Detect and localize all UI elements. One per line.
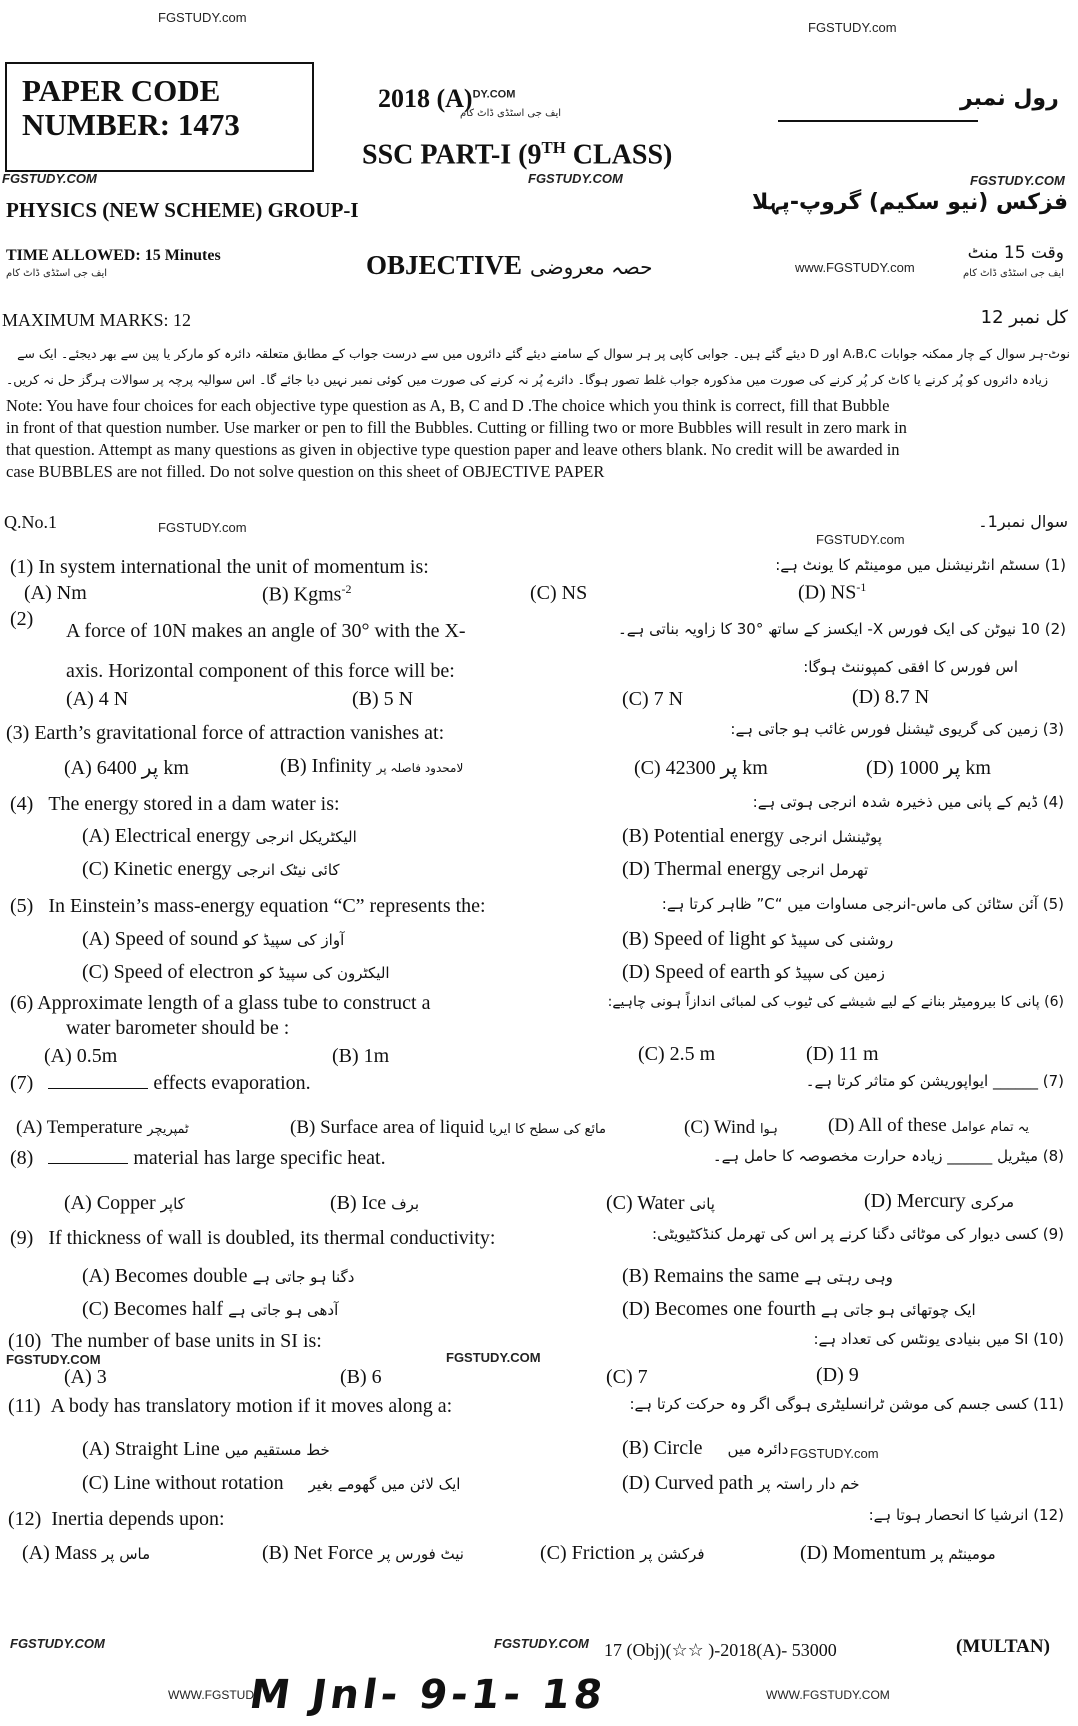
option-1c[interactable]: (C) NS xyxy=(530,582,588,604)
paper-code-number: NUMBER: 1473 xyxy=(22,107,240,142)
option-9c[interactable]: (C) Becomes half آدھی ہو جاتی ہے xyxy=(82,1298,339,1320)
option-5b[interactable]: (B) Speed of light روشنی کی سپیڈ کو xyxy=(622,928,894,950)
watermark: FGSTUDY.com xyxy=(808,20,897,35)
answer-blank xyxy=(48,1149,128,1164)
option-3b[interactable]: (B) Infinity لامحدود فاصلہ پر xyxy=(280,755,464,777)
question-9-urdu: (9) کسی دیوار کی موٹائی دگنا کرنے پر اس کی تھرمل کنڈکٹیویٹی: xyxy=(652,1225,1064,1243)
subject-title: PHYSICS (NEW SCHEME) GROUP-I xyxy=(6,198,359,222)
class-title: SSC PART-I (9TH CLASS) xyxy=(362,138,673,171)
question-3-urdu: (3) زمین کی گریوی ٹیشنل فورس غائب ہو جاتی ہے: xyxy=(730,720,1064,738)
question-11-urdu: (11) کسی جسم کی موشن ٹرانسلیٹری ہوگی اگر وہ حرکت کرتا ہے: xyxy=(629,1395,1064,1413)
question-1: (1) In system international the unit of momentum is: xyxy=(10,556,429,578)
option-7c[interactable]: (C) Wind ہوا xyxy=(684,1117,778,1138)
option-6a[interactable]: (A) 0.5m xyxy=(44,1045,118,1067)
answer-blank xyxy=(48,1074,148,1089)
question-number-label: Q.No.1 xyxy=(4,512,57,532)
option-4d[interactable]: (D) Thermal energy تھرمل انرجی xyxy=(622,858,869,880)
option-10a[interactable]: (A) 3 xyxy=(64,1366,107,1388)
option-7b[interactable]: (B) Surface area of liquid مائع کی سطح کا ایریا xyxy=(290,1117,606,1138)
question-10-urdu: (10) SI میں بنیادی یونٹس کی تعداد ہے: xyxy=(813,1330,1064,1348)
question-12-urdu: (12) انرشیا کا انحصار ہوتا ہے: xyxy=(868,1506,1064,1524)
option-3a[interactable]: (A) پر 6400 km xyxy=(64,757,189,779)
option-11a[interactable]: (A) Straight Line خط مستقیم میں xyxy=(82,1438,330,1460)
option-6c[interactable]: (C) 2.5 m xyxy=(638,1043,716,1065)
board-name: (MULTAN) xyxy=(956,1636,1050,1657)
question-5-urdu: (5) آئن سٹائن کی ماس-انرجی مساوات میں “C” ظاہر کرتا ہے: xyxy=(661,895,1064,913)
option-8c[interactable]: (C) Water پانی xyxy=(606,1192,715,1214)
question-2-line2: axis. Horizontal component of this force will be: xyxy=(66,660,455,682)
watermark: FGSTUDY.com xyxy=(158,520,247,535)
option-8b[interactable]: (B) Ice برف xyxy=(330,1192,420,1214)
option-2b[interactable]: (B) 5 N xyxy=(352,688,414,710)
watermark: FGSTUDY.COM xyxy=(528,171,623,186)
section-title: OBJECTIVE xyxy=(366,250,523,280)
option-6b[interactable]: (B) 1m xyxy=(332,1045,390,1067)
question-4-urdu: (4) ڈیم کے پانی میں ذخیرہ شدہ انرجی ہوتی ہے: xyxy=(752,793,1064,811)
question-4: (4) The energy stored in a dam water is: xyxy=(10,793,340,815)
question-number-label-urdu: سوال نمبر1۔ xyxy=(978,512,1068,531)
option-8a[interactable]: (A) Copper کاپر xyxy=(64,1192,185,1214)
watermark: www.FGSTUDY.com xyxy=(795,260,915,275)
subject-title-urdu: فزکس (نیو سکیم) گروپ-پہلا xyxy=(751,190,1068,215)
time-allowed-urdu: وقت 15 منٹ xyxy=(967,243,1064,263)
option-10b[interactable]: (B) 6 xyxy=(340,1366,382,1388)
option-2a[interactable]: (A) 4 N xyxy=(66,688,129,710)
question-3: (3) Earth’s gravitational force of attraction vanishes at: xyxy=(6,722,445,744)
option-4a[interactable]: (A) Electrical energy الیکٹریکل انرجی xyxy=(82,825,357,847)
option-3d[interactable]: (D) پر 1000 km xyxy=(866,757,991,779)
option-10c[interactable]: (C) 7 xyxy=(606,1366,648,1388)
instructions-note-line4: case BUBBLES are not filled. Do not solve question on this sheet of OBJECTIVE PAPER xyxy=(6,462,605,481)
question-7: (7) effects evaporation. xyxy=(10,1072,311,1094)
option-10d[interactable]: (D) 9 xyxy=(816,1364,859,1386)
paper-series-code: 17 (Obj)(☆☆ )-2018(A)- 53000 xyxy=(604,1640,837,1660)
option-11c[interactable]: (C) Line without rotation ایک لائن میں گھومے بغیر xyxy=(82,1472,461,1494)
watermark: FGSTUDY.com xyxy=(790,1446,879,1461)
option-7d[interactable]: (D) All of these یہ تمام عوامل xyxy=(828,1115,1030,1136)
question-8: (8) material has large specific heat. xyxy=(10,1147,386,1169)
option-3c[interactable]: (C) پر 42300 km xyxy=(634,757,768,779)
site-urdu: ایف جی اسٹڈی ڈاٹ کام xyxy=(460,108,562,119)
exam-year: 2018 $(A)^{DY.COM}$ xyxy=(378,84,516,113)
instructions-urdu-line1: نوٹ-ہر سوال کے چار ممکنہ جوابات A،B،C اور D دیئے گئے ہیں۔ جوابی کاپی پر ہر سوال کے سامنے دیئے گئے دائروں میں سے درست جواب کے مطابق متعلقہ دائرہ کو مارکر یا پین سے بھر دیجئے۔ ایک سے xyxy=(17,346,1070,361)
option-4c[interactable]: (C) Kinetic energy کائی نیٹک انرجی xyxy=(82,858,340,880)
site-urdu: ایف جی اسٹڈی ڈاٹ کام xyxy=(962,268,1064,279)
watermark: WWW.FGSTUDY.COM xyxy=(766,1688,890,1702)
option-11d[interactable]: (D) Curved path خم دار راستہ پر xyxy=(622,1472,860,1494)
paper-code-label: PAPER CODE xyxy=(22,73,221,108)
time-allowed: TIME ALLOWED: 15 Minutes xyxy=(6,247,221,264)
option-12c[interactable]: (C) Friction فرکشن پر xyxy=(540,1542,705,1564)
question-2-urdu-line2: اس فورس کا افقی کمپوننٹ ہوگا: xyxy=(803,658,1018,676)
option-8d[interactable]: (D) Mercury مرکری xyxy=(864,1190,1015,1212)
option-12a[interactable]: (A) Mass ماس پر xyxy=(22,1542,151,1564)
instructions-note-line1: Note: You have four choices for each objective type question as A, B, C and D .The choice which you think is correct, fill that Bubble xyxy=(6,396,890,415)
question-7-urdu: (7) ______ ایواپوریشن کو متاثر کرتا ہے۔ xyxy=(805,1072,1064,1090)
option-2c[interactable]: (C) 7 N xyxy=(622,688,684,710)
question-6-line2: water barometer should be : xyxy=(66,1017,290,1039)
watermark: WWW.FGSTUDY xyxy=(168,1688,262,1702)
instructions-urdu-line2: زیادہ دائروں کو پُر کرنے یا کاٹ کر پُر کرنے کی صورت میں مذکورہ جواب غلط تصور ہوگا۔ دائرے پُر نہ کرنے کی صورت میں کوئی نمبر نہیں دیا جائے گا۔ اس سوالیہ پرچہ پر سوالات ہرگز حل نہ کریں۔ xyxy=(5,372,1048,387)
option-5a[interactable]: (A) Speed of sound آواز کی سپیڈ کو xyxy=(82,928,345,950)
question-11: (11) A body has translatory motion if it moves along a: xyxy=(8,1395,453,1417)
option-5c[interactable]: (C) Speed of electron الیکٹرون کی سپیڈ کو xyxy=(82,961,390,983)
roll-number-field[interactable] xyxy=(778,120,978,122)
option-1d[interactable]: (D) $NS^{-1}$ xyxy=(798,580,867,604)
option-5d[interactable]: (D) Speed of earth زمین کی سپیڈ کو xyxy=(622,961,885,983)
question-6-line1: (6) Approximate length of a glass tube to construct a xyxy=(10,992,431,1014)
question-2-number: (2) xyxy=(10,608,34,630)
watermark: FGSTUDY.COM xyxy=(446,1350,541,1365)
option-6d[interactable]: (D) 11 m xyxy=(806,1043,879,1065)
watermark: FGSTUDY.COM xyxy=(2,171,97,186)
question-2-line1: A force of 10N makes an angle of 30° with the X- xyxy=(66,620,466,642)
paper-code-box xyxy=(5,62,314,172)
question-1-urdu: (1) سسٹم انٹرنیشنل میں مومینٹم کا یونٹ ہے: xyxy=(775,556,1066,574)
option-12b[interactable]: (B) Net Force نیٹ فورس پر xyxy=(262,1542,464,1564)
option-1b[interactable]: (B) Kgms$^{-2}$ xyxy=(262,582,352,606)
maximum-marks: MAXIMUM MARKS: 12 xyxy=(2,310,192,330)
option-9b[interactable]: (B) Remains the same وہی رہتی ہے xyxy=(622,1265,893,1287)
watermark: FGSTUDY.com xyxy=(158,10,247,25)
option-2d[interactable]: (D) 8.7 N xyxy=(852,686,930,708)
question-8-urdu: (8) میٹریل ______ زیادہ حرارت مخصوصہ کا حامل ہے۔ xyxy=(712,1147,1064,1165)
maximum-marks-urdu: کل نمبر 12 xyxy=(980,307,1068,328)
watermark: FGSTUDY.com xyxy=(816,532,905,547)
watermark: FGSTUDY.COM xyxy=(970,173,1065,188)
instructions-note-line3: that question. Attempt as many questions as given in objective type question paper and leave others blank. No credit will be awarded in xyxy=(6,440,900,459)
question-5: (5) In Einstein’s mass-energy equation “C” represents the: xyxy=(10,895,486,917)
question-9: (9) If thickness of wall is doubled, its thermal conductivity: xyxy=(10,1227,496,1249)
handwritten-code: M Jnl- 9-1- 18 xyxy=(246,1672,610,1718)
roll-number-label: رول نمبر xyxy=(960,86,1059,111)
option-9d[interactable]: (D) Becomes one fourth ایک چوتھائی ہو جاتی ہے xyxy=(622,1298,976,1320)
option-4b[interactable]: (B) Potential energy پوٹینشل انرجی xyxy=(622,825,882,847)
question-2-urdu-line1: (2) 10 نیوٹن کی ایک فورس X- ایکسز کے ساتھ °30 کا زاویہ بناتی ہے۔ xyxy=(618,620,1066,638)
question-12: (12) Inertia depends upon: xyxy=(8,1508,225,1530)
section-title-urdu: حصہ معروضی xyxy=(530,255,653,279)
option-9a[interactable]: (A) Becomes double دگنا ہو جاتی ہے xyxy=(82,1265,355,1287)
watermark: FGSTUDY.COM xyxy=(10,1636,105,1651)
option-12d[interactable]: (D) Momentum مومینٹم پر xyxy=(800,1542,996,1564)
watermark: FGSTUDY.COM xyxy=(6,1352,101,1367)
site-urdu: ایف جی اسٹڈی ڈاٹ کام xyxy=(6,268,108,279)
option-11b[interactable]: (B) Circle دائرہ میں xyxy=(622,1437,789,1459)
question-10: (10) The number of base units in SI is: xyxy=(8,1330,322,1352)
instructions-note-line2: in front of that question number. Use marker or pen to fill the Bubbles. Cutting or filling two or more Bubbles will result in zero mark in xyxy=(6,418,907,437)
watermark: FGSTUDY.COM xyxy=(494,1636,589,1651)
question-6-urdu: (6) پانی کا بیرومیٹر بنانے کے لیے شیشے کی ٹیوب کی لمبائی اندازاً ہونی چاہیے: xyxy=(607,994,1064,1010)
option-1a[interactable]: (A) Nm xyxy=(24,582,87,604)
option-7a[interactable]: (A) Temperature ٹمپریچر xyxy=(16,1117,189,1138)
